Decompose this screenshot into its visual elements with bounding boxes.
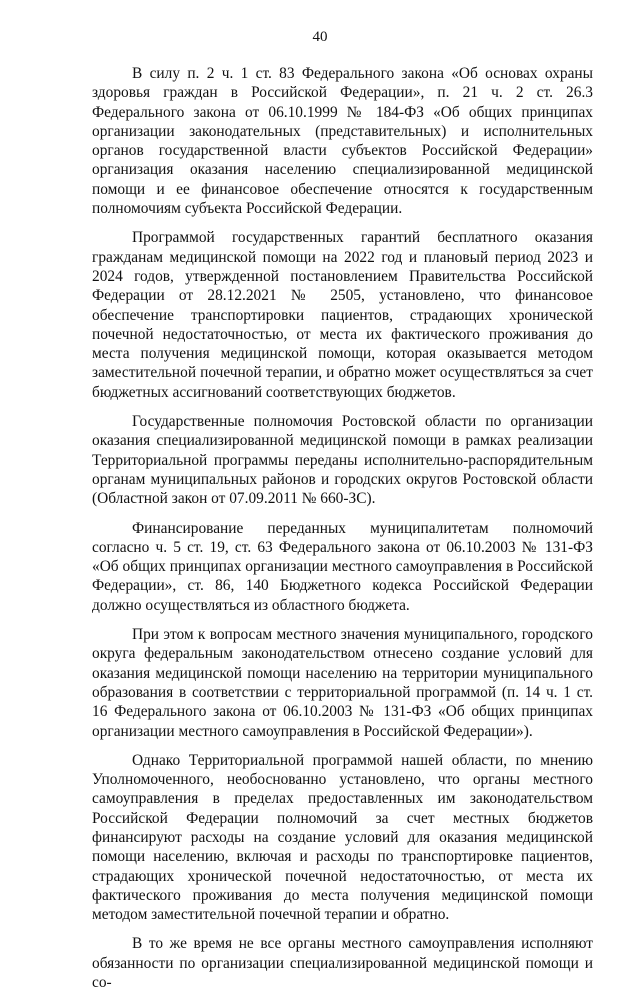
page-number: 40	[312, 29, 328, 45]
paragraph-6: Однако Территориальной программой нашей области, по мнению Уполномоченного, необоснованно установлено, что органы местного самоуправления в пределах предоставленных им законодательством Российской Федерации полномочий за счет местных бюджетов финансируют расходы на создание условий для оказания медицинской помощи населению, включая и расходы по транспортировке пациентов, страдающих хронической почечной недостаточностью, от места их фактического проживания до места получения медицинской помощи методом заместительной почечной терапии и обратно.	[92, 751, 593, 924]
document-body	[92, 64, 593, 1002]
paragraph-3: Государственные полномочия Ростовской области по организации оказания специализированной медицинской помощи в рамках реализации Территориальной программы переданы исполнительно-распорядительным органам муниципальных районов и городских округов Ростовской области (Областной закон от 07.09.2011 № 660-ЗС).	[92, 413, 593, 508]
paragraph-5: При этом к вопросам местного значения муниципального, городского округа федеральным законодательством отнесено создание условий для оказания медицинской помощи населению на территории муниципального образования в соответствии с территориальной программой (п. 14 ч. 1 ст. 16 Федерального закона от 06.10.2003 № 131-ФЗ «Об общих принципах организации местного самоуправления в Российской Федерации»).	[92, 626, 593, 740]
paragraph-1: В силу п. 2 ч. 1 ст. 83 Федерального закона «Об основах охраны здоровья граждан в Российской Федерации», п. 21 ч. 2 ст. 26.3 Федерального закона от 06.10.1999 № 184-ФЗ «Об общих принципах организации законодательных (представительных) и исполнительных органов государственной власти субъектов Российской Федерации» организация оказания населению специализированной медицинской помощи и ее финансовое обеспечение относятся к государственным полномочиям субъекта Российской Федерации.	[92, 65, 593, 218]
paragraph-2: Программой государственных гарантий бесплатного оказания гражданам медицинской помощи на 2022 год и плановый период 2023 и 2024 годов, утвержденной постановлением Правительства Российской Федерации от 28.12.2021 № 2505, установлено, что финансовое обеспечение транспортировки пациентов, страдающих хронической почечной недостаточностью, от места их фактического проживания до места получения медицинской помощи, которая оказывается методом заместительной почечной терапии, и обратно может осуществляться за счет бюджетных ассигнований соответствующих бюджетов.	[92, 229, 593, 401]
paragraph-4: Финансирование переданных муниципалитетам полномочий согласно ч. 5 ст. 19, ст. 63 Федерального закона от 06.10.2003 № 131-ФЗ «Об общих принципах организации местного самоуправления в Российской Федерации», ст. 86, 140 Бюджетного кодекса Российской Федерации должно осуществляться из областного бюджета.	[92, 519, 593, 614]
paragraph-7: В то же время не все органы местного самоуправления исполняют обязанности по организации специализированной медицинской помощи и со-	[92, 935, 593, 992]
